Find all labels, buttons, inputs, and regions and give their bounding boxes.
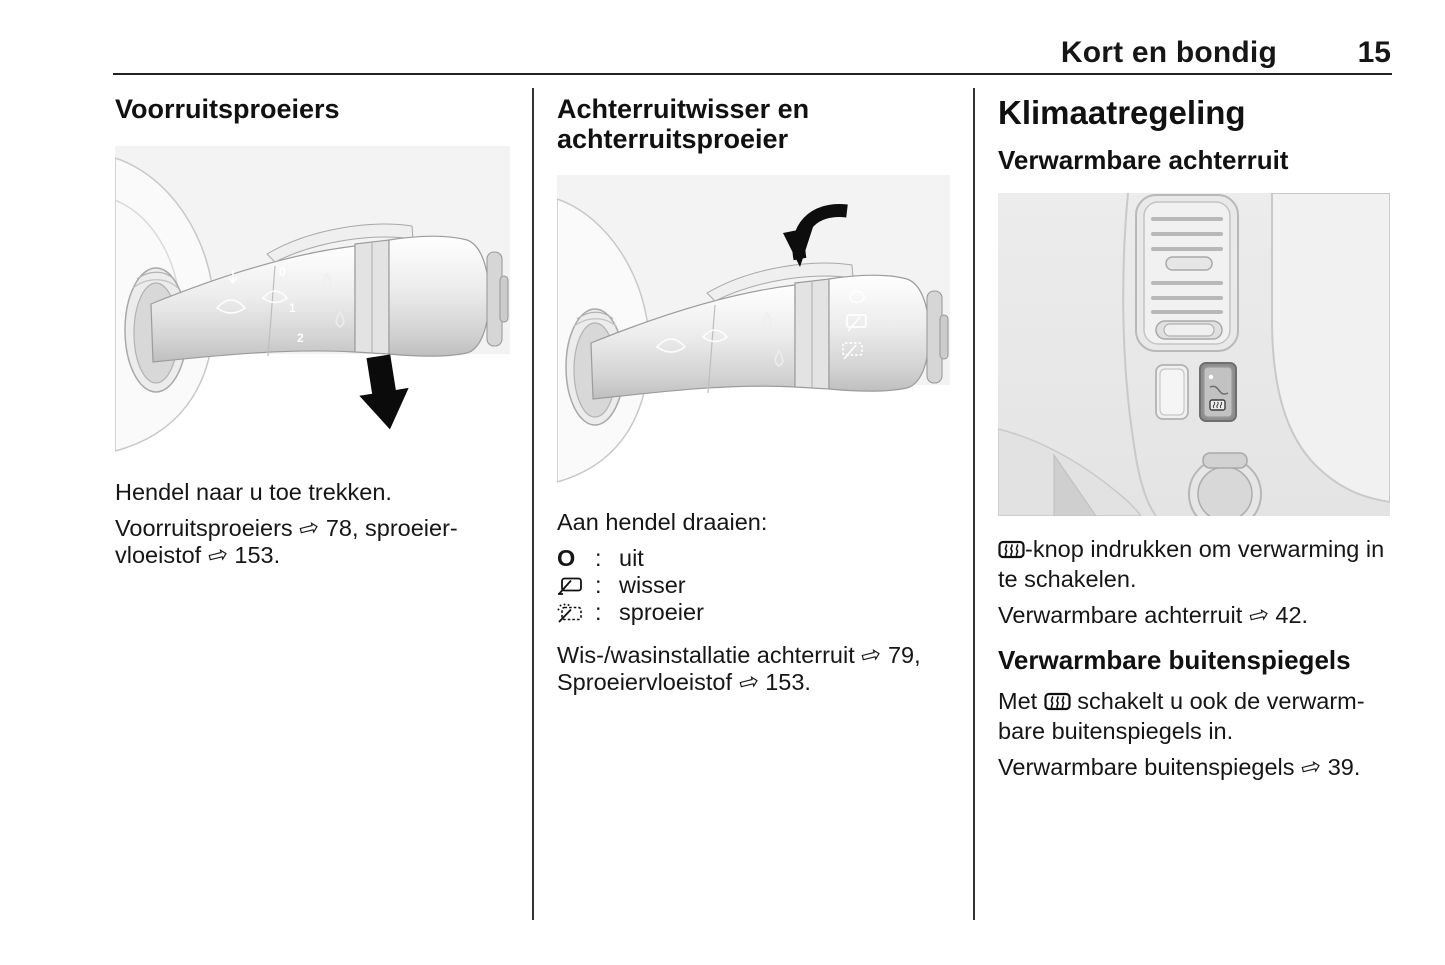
column-divider-2 [973,88,975,920]
position-label: uit [619,544,644,571]
list-item: : wisser [557,572,954,599]
column-climate-control [998,94,1392,784]
section-heading: Voorruitsproeiers [115,94,340,124]
position-symbol-off: O [557,544,576,571]
instruction-text: Met schakelt u ook de verwarm- bare buitenspiegels in. [998,687,1365,744]
page-ref-arrow-icon: ⇨ [204,539,231,572]
position-label: wisser [619,571,686,598]
svg-text:2: 2 [297,330,304,345]
page-reference: Verwarmbare achterruit ⇨ 42. [998,599,1309,632]
list-item: : sproeier [557,599,954,626]
heated-rear-window-icon [998,539,1025,566]
rear-wiper-icon [557,572,595,599]
column-divider-1 [532,88,534,920]
list-item: O : uit [557,544,644,571]
heated-rear-window-icon [1044,691,1071,718]
section-heading: Achterruitwisser en achterruitsproeier [557,94,810,154]
instruction-text: -knop indrukken om verwarming in te schakelen. [998,535,1385,592]
page-ref-arrow-icon: ⇨ [1245,599,1272,632]
page-ref-arrow-icon: ⇨ [296,511,323,544]
page-ref-arrow-icon: ⇨ [735,665,762,698]
rear-wiper-stalk-illustration [557,175,954,485]
page-reference: Wis-/wasinstallatie achterruit ⇨ 79, Sproeiervloeistof ⇨ 153. [557,638,921,698]
blank-switch [1156,365,1188,419]
header-rule [113,73,1392,75]
page-ref-arrow-icon: ⇨ [1297,751,1325,784]
dashboard-switch-photo [998,193,1392,516]
column-front-washer [115,94,512,572]
pull-down-arrow [354,352,415,433]
instruction-text: Aan hendel draaien: [557,509,768,536]
instruction-text: Hendel naar u toe trekken. [115,478,392,505]
position-label: sproeier [619,598,704,625]
page-reference: Verwarmbare buitenspiegels ⇨ 39. [998,751,1361,784]
sub-heading: Verwarmbare buitenspiegels [998,645,1351,676]
page-number: 15 [1357,36,1391,69]
page-ref-arrow-icon: ⇨ [858,638,885,671]
sub-heading: Verwarmbare achterruit [998,144,1289,175]
stalk-positions-list [557,545,954,626]
page-reference: Voorruitsproeiers ⇨ 78, sproeier- vloeistof ⇨ 153. [115,511,458,572]
air-vent [1136,195,1238,351]
svg-text:0: 0 [279,264,286,279]
front-wiper-stalk-illustration [115,146,512,454]
svg-text:1: 1 [289,300,296,315]
chapter-heading: Klimaatregeling [998,94,1246,131]
page-header-title: Kort en bondig [1060,36,1277,69]
heated-rear-window-switch [1200,363,1236,421]
rear-washer-icon [557,599,595,626]
column-rear-wiper [557,95,954,696]
